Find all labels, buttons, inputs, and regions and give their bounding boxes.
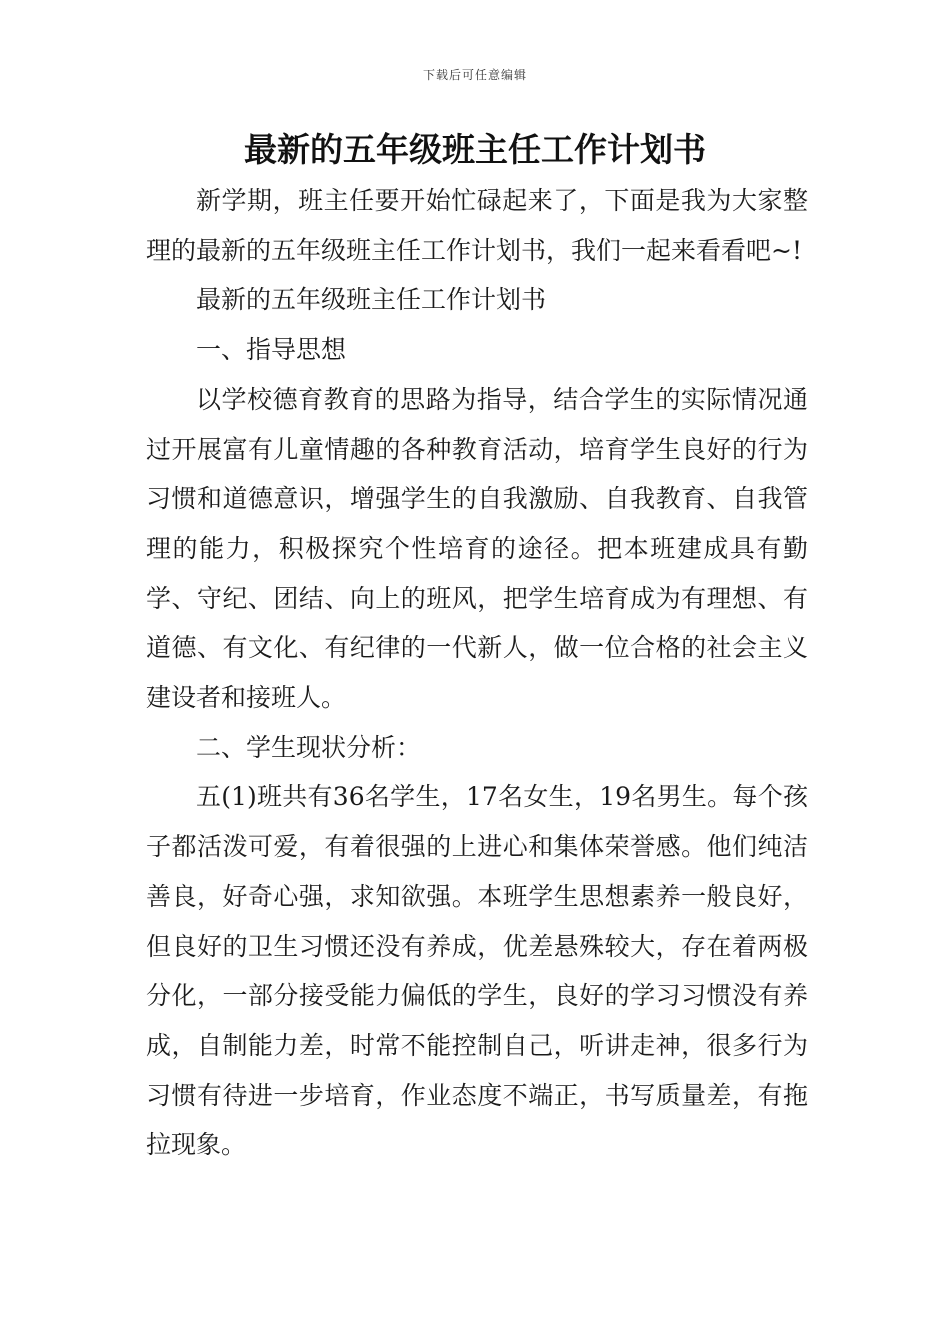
header-note: 下载后可任意编辑	[422, 68, 527, 82]
document-body	[146, 176, 808, 1170]
guiding-thought-paragraph: 以学校德育教育的思路为指导，结合学生的实际情况通过开展富有儿童情趣的各种教育活动，培育学生良好的行为习惯和道德意识，增强学生的自我激励、自我教育、自我管理的能力，积极探究个性培育的途径。把本班建成具有勤学、守纪、团结、向上的班风，把学生培育成为有理想、有道德、有文化、有纪律的一代新人，做一位合格的社会主义建设者和接班人。	[146, 384, 808, 713]
intro-paragraph: 新学期，班主任要开始忙碌起来了，下面是我为大家整理的最新的五年级班主任工作计划书，我们一起来看看吧~!	[146, 186, 808, 265]
section-heading-student-analysis: 二、学生现状分析：	[196, 732, 422, 762]
section-heading-guiding-thought: 一、指导思想	[196, 335, 347, 365]
student-analysis-paragraph: 五(1)班共有36名学生，17名女生，19名男生。每个孩子都活泼可爱，有着很强的上进心和集体荣誉感。他们纯洁善良，好奇心强，求知欲强。本班学生思想素养一般良好，但良好的卫生习惯还没有养成，优差悬殊较大，存在着两极分化，一部分接受能力偏低的学生，良好的学习习惯没有养成，自制能力差，时常不能控制自己，听讲走神，很多行为习惯有待进一步培育，作业态度不端正，书写质量差，有拖拉现象。	[146, 782, 808, 1160]
document-title: 最新的五年级班主任工作计划书	[244, 130, 706, 169]
subtitle-paragraph: 最新的五年级班主任工作计划书	[196, 285, 547, 315]
